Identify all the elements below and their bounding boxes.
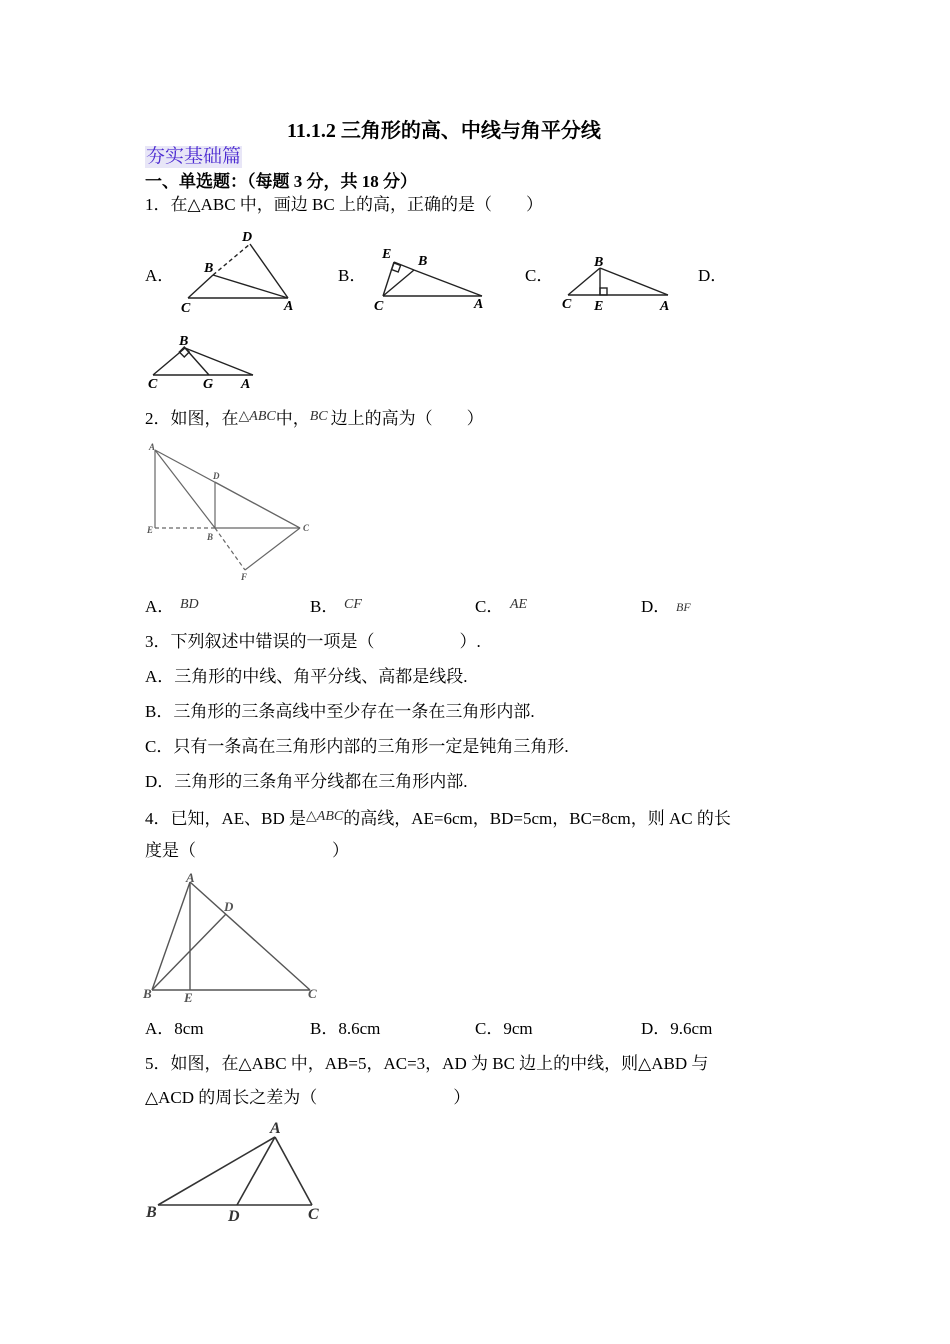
q1-option-c-label: C．: [525, 266, 554, 285]
q2-option-b-value: CF: [344, 597, 362, 612]
svg-text:B: B: [418, 254, 428, 269]
q2-stem-pre: 2．如图，在: [145, 409, 239, 428]
q2-stem-mid: 中，: [275, 409, 310, 428]
svg-text:B: B: [146, 1204, 157, 1221]
q4-stem: [145, 806, 731, 830]
q2-option-c-label: C．: [475, 597, 504, 616]
svg-text:A: A: [270, 1120, 281, 1137]
q5-stem-line1: 5．如图，在△ABC 中，AB=5，AC=3，AD 为 BC 边上的中线，则△ABD 与: [145, 1054, 709, 1073]
q4-stem-post: 的高线，AE=6cm，BD=5cm，BC=8cm，则 AC 的长: [343, 809, 731, 828]
svg-text:E: E: [382, 247, 392, 262]
q1-figure-c: [560, 252, 680, 317]
svg-text:D: D: [224, 899, 234, 914]
q3-stem: 3．下列叙述中错误的一项是（ ）.: [145, 632, 481, 651]
svg-text:B: B: [207, 532, 214, 542]
svg-text:A: A: [241, 377, 251, 392]
q2-option-a-value: BD: [180, 597, 199, 612]
section-label: 夯实基础篇: [146, 146, 242, 167]
svg-text:C: C: [374, 299, 384, 314]
q4-option-d: D．9.6cm: [641, 1019, 713, 1038]
q3-option-d: D．三角形的三条角平分线都在三角形内部.: [145, 772, 468, 791]
svg-text:A: A: [284, 299, 294, 314]
svg-text:A: A: [186, 870, 195, 885]
svg-text:C: C: [308, 1206, 319, 1223]
q3-option-c: C．只有一条高在三角形内部的三角形一定是钝角三角形.: [145, 737, 569, 756]
q1-option-b-label: B．: [338, 266, 367, 285]
q2-option-d-label: D．: [641, 597, 671, 616]
q1-stem: 1．在△ABC 中，画边 BC 上的高，正确的是（ ）: [145, 195, 543, 214]
svg-text:G: G: [203, 377, 214, 392]
svg-text:D: D: [228, 1208, 240, 1225]
svg-text:C: C: [562, 297, 572, 312]
svg-text:E: E: [594, 299, 604, 314]
q2-figure: [145, 440, 315, 580]
q1-figure-a: [178, 228, 308, 316]
q4-option-c: C．9cm: [475, 1019, 533, 1038]
svg-text:B: B: [594, 255, 604, 270]
q2-option-b-label: B．: [310, 597, 339, 616]
q3-option-b: B．三角形的三条高线中至少存在一条在三角形内部.: [145, 702, 535, 721]
svg-text:A: A: [474, 297, 484, 312]
q2-stem-bc: BC: [309, 409, 328, 424]
svg-text:A: A: [149, 442, 156, 452]
svg-text:B: B: [143, 986, 152, 1001]
svg-text:D: D: [242, 230, 253, 245]
svg-text:D: D: [213, 471, 220, 481]
q2-stem-post: 边上的高为（ ）: [330, 409, 484, 428]
svg-text:B: B: [179, 334, 189, 349]
q5-stem-line2: △ACD 的周长之差为（ ）: [145, 1088, 471, 1107]
q2-stem: [145, 406, 484, 430]
q4-option-a: A．8cm: [145, 1019, 204, 1038]
svg-text:C: C: [308, 986, 317, 1001]
svg-text:C: C: [181, 301, 191, 316]
q4-stem-line2: 度是（ ）: [145, 841, 349, 860]
q4-figure: [140, 870, 325, 1005]
q4-option-b: B．8.6cm: [310, 1019, 381, 1038]
q3-option-a: A．三角形的中线、角平分线、高都是线段.: [145, 667, 468, 686]
q1-figure-b: [370, 240, 500, 325]
q2-option-a-label: A．: [145, 597, 175, 616]
svg-text:B: B: [204, 261, 214, 276]
part-heading: 一、单选题：（每题 3 分，共 18 分）: [145, 172, 417, 191]
q1-option-d-label: D．: [698, 266, 728, 285]
svg-text:F: F: [241, 572, 248, 582]
svg-text:E: E: [184, 990, 193, 1005]
q2-option-d-value: BF: [676, 600, 691, 614]
q2-option-c-value: AE: [510, 597, 528, 612]
q4-stem-triangle: △ABC: [306, 809, 344, 824]
page-title: 11.1.2 三角形的高、中线与角平分线: [287, 120, 601, 142]
svg-text:E: E: [147, 525, 154, 535]
q1-figure-d: [145, 330, 265, 395]
q2-stem-triangle: △ABC: [238, 409, 276, 424]
q5-figure: [140, 1115, 335, 1225]
q1-option-a-label: A．: [145, 266, 175, 285]
q4-stem-pre: 4．已知，AE、BD 是: [145, 809, 307, 828]
svg-text:C: C: [148, 377, 158, 392]
svg-text:A: A: [660, 299, 670, 314]
svg-text:C: C: [303, 523, 310, 533]
